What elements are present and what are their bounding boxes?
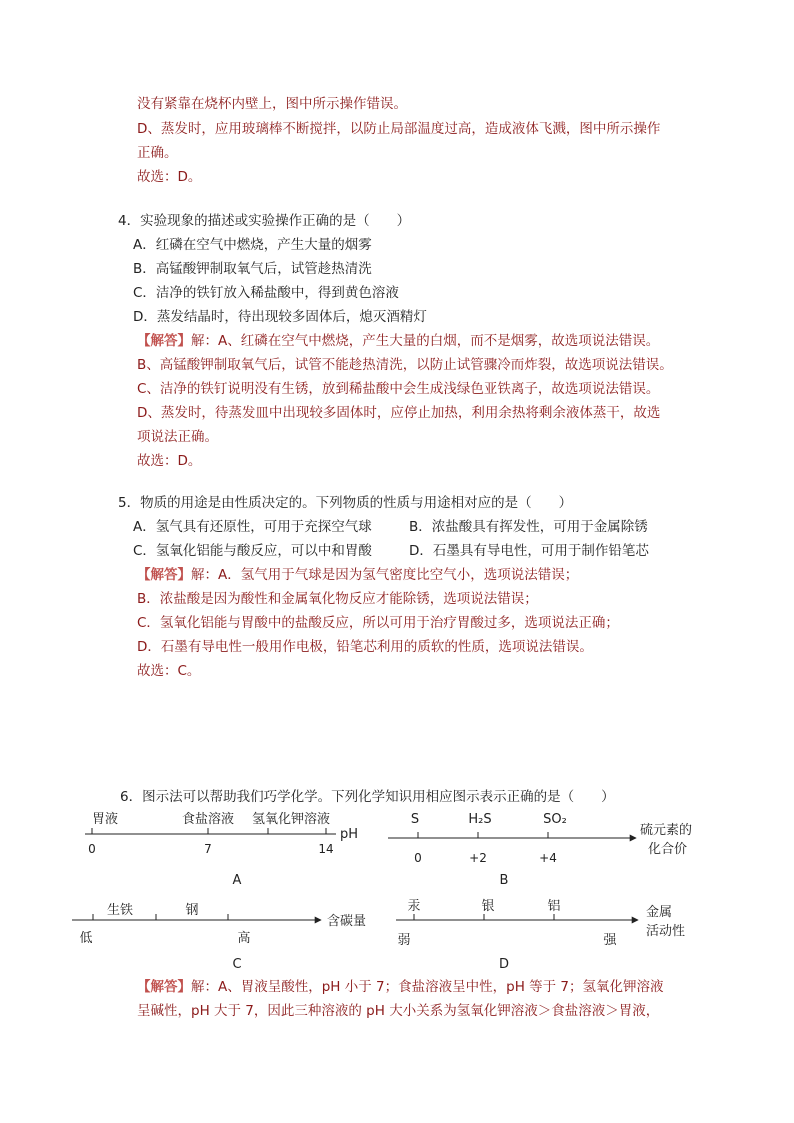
diagram-d-low: 弱	[397, 933, 411, 948]
answer-tag: 【解答】	[137, 979, 191, 995]
q6-answer-line-2: 呈碱性，pH 大于 7，因此三种溶液的 pH 大小关系为氢氧化钾溶液＞食盐溶液＞胃液，	[137, 1003, 660, 1019]
q3-answer-line-2: D、蒸发时，应用玻璃棒不断搅拌，以防止局部温度过高，造成液体飞溅，图中所示操作	[137, 121, 661, 137]
diagram-c-axis-label: 含碳量	[327, 914, 367, 929]
q4-answer-choice: 故选：D。	[137, 453, 202, 469]
q5-answer-line-1: 【解答】解：A．氢气用于气球是因为氢气密度比空气小，选项说法错误；	[137, 567, 579, 583]
q3-answer-line-1: 没有紧靠在烧杯内壁上，图中所示操作错误。	[137, 96, 407, 112]
diagram-b-tick-plus4: +4	[539, 851, 557, 865]
q5-answer-line-2: B．浓盐酸是因为酸性和金属氧化物反应才能除锈，选项说法错误；	[137, 591, 538, 607]
q5-option-a: A．氢气具有还原性，可用于充探空气球	[133, 519, 372, 535]
q4-answer-line-3: C、洁净的铁钉说明没有生锈，放到稀盐酸中会生成浅绿色亚铁离子，故选项说法错误。	[137, 381, 660, 397]
q5-answer-choice: 故选：C。	[137, 663, 201, 679]
diagram-c-label-pig-iron: 生铁	[106, 903, 134, 918]
answer-tag: 【解答】	[137, 567, 191, 583]
q4-option-a: A．红磷在空气中燃烧，产生大量的烟雾	[133, 237, 372, 253]
q5-option-c: C．氢氧化铝能与酸反应，可以中和胃酸	[133, 543, 372, 559]
diagram-d-label-mercury: 汞	[407, 899, 421, 914]
diagram-a-label-gastric-juice: 胃液	[92, 812, 119, 827]
diagram-b-label-so2: SO₂	[543, 812, 567, 827]
q4-stem: 4．实验现象的描述或实验操作正确的是（ ）	[118, 213, 411, 229]
q4-answer-line-1: 【解答】解：A、红磷在空气中燃烧，产生大量的白烟，而不是烟雾，故选项说法错误。	[137, 333, 660, 349]
diagram-c-label-steel: 钢	[185, 903, 199, 918]
diagram-c-caption: C	[232, 957, 242, 972]
diagram-d-label-silver: 银	[481, 899, 495, 914]
diagram-d-axis-label-1: 金属	[646, 905, 673, 920]
diagram-a-label-salt-solution: 食盐溶液	[181, 812, 235, 827]
q5-answer-line-4: D．石墨有导电性一般用作电极，铅笔芯利用的质软的性质，选项说法错误。	[137, 639, 593, 655]
diagram-c	[72, 902, 366, 972]
q4-answer-line-4: D、蒸发时，待蒸发皿中出现较多固体时，应停止加热，利用余热将剩余液体蒸干，故选	[137, 405, 661, 421]
diagram-b-tick-0: 0	[414, 851, 422, 865]
diagram-b	[388, 812, 692, 888]
diagram-d	[396, 899, 685, 972]
q5-option-d: D．石墨具有导电性，可用于制作铅笔芯	[409, 543, 649, 559]
q4-option-b: B．高锰酸钾制取氧气后，试管趁热清洗	[133, 261, 372, 277]
diagram-d-label-aluminum: 铝	[547, 899, 561, 914]
diagram-b-caption: B	[499, 873, 509, 888]
diagram-d-caption: D	[498, 957, 510, 972]
diagram-b-axis-label-1: 硫元素的	[640, 823, 693, 838]
q5-option-b: B．浓盐酸具有挥发性，可用于金属除锈	[409, 519, 648, 535]
diagram-a	[85, 811, 358, 888]
q4-answer-line-5: 项说法正确。	[137, 429, 218, 445]
diagram-a-axis-label: pH	[340, 827, 359, 842]
q4-option-d: D．蒸发结晶时，待出现较多固体后，熄灭酒精灯	[133, 309, 427, 325]
diagram-d-axis-label-2: 活动性	[646, 924, 686, 939]
q3-answer-choice: 故选：D。	[137, 169, 202, 185]
diagram-b-label-h2s: H₂S	[468, 812, 492, 827]
diagram-c-low: 低	[79, 931, 93, 946]
diagram-b-tick-plus2: +2	[469, 851, 487, 865]
answer-tag: 【解答】	[137, 333, 191, 349]
diagram-a-caption: A	[232, 873, 242, 888]
q6-answer-line-1: 【解答】解：A、胃液呈酸性，pH 小于 7；食盐溶液呈中性，pH 等于 7；氢氧化钾溶液	[137, 979, 664, 995]
diagram-b-label-s: S	[410, 812, 420, 827]
q4-answer-line-2: B、高锰酸钾制取氧气后，试管不能趁热清洗，以防止试管骤冷而炸裂，故选项说法错误。	[137, 357, 673, 373]
diagram-c-high: 高	[237, 931, 251, 946]
q5-stem: 5．物质的用途是由性质决定的。下列物质的性质与用途相对应的是（ ）	[118, 495, 573, 511]
q4-option-c: C．洁净的铁钉放入稀盐酸中，得到黄色溶液	[133, 285, 399, 301]
q6-stem: 6．图示法可以帮助我们巧学化学。下列化学知识用相应图示表示正确的是（ ）	[120, 789, 615, 805]
diagram-a-tick-7: 7	[204, 842, 212, 856]
q3-answer-line-3: 正确。	[137, 145, 178, 161]
diagram-a-label-koh-solution: 氢氧化钾溶液	[251, 812, 331, 827]
diagram-b-axis-label-2: 化合价	[648, 842, 688, 857]
q5-answer-line-3: C．氢氧化铝能与胃酸中的盐酸反应，所以可用于治疗胃酸过多，选项说法正确；	[137, 615, 619, 631]
diagram-a-tick-14: 14	[318, 842, 334, 856]
diagram-a-tick-0: 0	[88, 842, 96, 856]
diagram-d-high: 强	[603, 933, 617, 948]
